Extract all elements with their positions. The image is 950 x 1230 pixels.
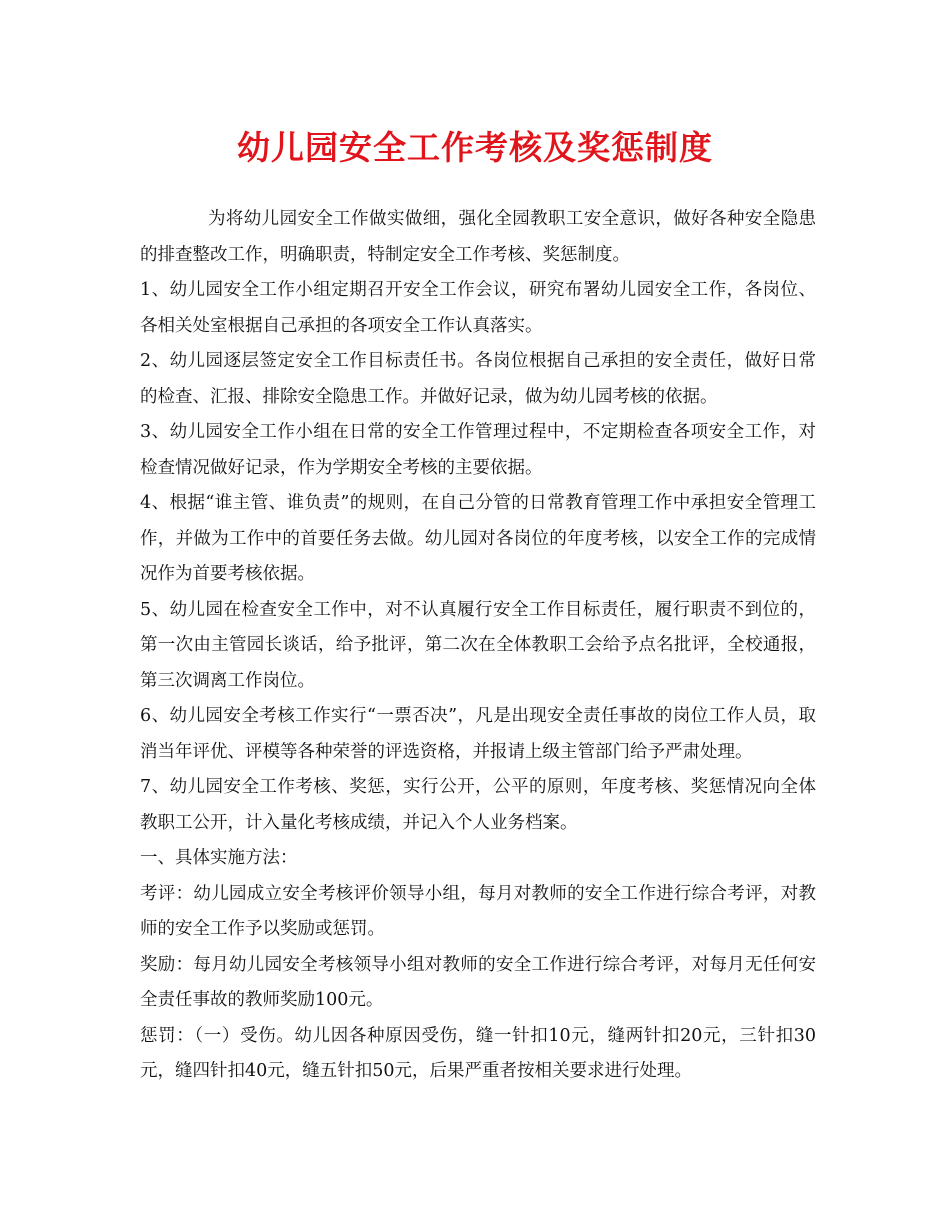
rule-1-paragraph: 1、幼儿园安全工作小组定期召开安全工作会议，研究布署幼儿园安全工作，各岗位、各相关处室根据自己承担的各项安全工作认真落实。 — [140, 280, 816, 336]
intro-paragraph: 为将幼儿园安全工作做实做细，强化全园教职工安全意识，做好各种安全隐患的排查整改工作，明确职责，特制定安全工作考核、奖惩制度。 — [140, 209, 816, 265]
rule-4-paragraph: 4、根据“谁主管、谁负责”的规则，在自己分管的日常教育管理工作中承担安全管理工作，并做为工作中的首要任务去做。幼儿园对各岗位的年度考核，以安全工作的完成情况作为首要考核依据。 — [140, 493, 816, 584]
document-body — [140, 202, 816, 1090]
penalty-paragraph: 惩罚：（一）受伤。幼儿因各种原因受伤，缝一针扣10元，缝两针扣20元，三针扣30元，缝四针扣40元，缝五针扣50元，后果严重者按相关要求进行处理。 — [140, 1025, 816, 1081]
rule-3-paragraph: 3、幼儿园安全工作小组在日常的安全工作管理过程中，不定期检查各项安全工作，对检查情况做好记录，作为学期安全考核的主要依据。 — [140, 422, 816, 478]
rule-6-paragraph: 6、幼儿园安全考核工作实行“一票否决”，凡是出现安全责任事故的岗位工作人员，取消当年评优、评模等各种荣誉的评选资格，并报请上级主管部门给予严肃处理。 — [140, 706, 816, 762]
section-heading: 一、具体实施方法： — [140, 848, 298, 868]
reward-paragraph: 奖励：每月幼儿园安全考核领导小组对教师的安全工作进行综合考评，对每月无任何安全责任事故的教师奖励100元。 — [140, 954, 816, 1010]
evaluation-paragraph: 考评：幼儿园成立安全考核评价领导小组，每月对教师的安全工作进行综合考评，对教师的安全工作予以奖励或惩罚。 — [140, 883, 816, 939]
rule-5-paragraph: 5、幼儿园在检查安全工作中，对不认真履行安全工作目标责任，履行职责不到位的，第一次由主管园长谈话，给予批评，第二次在全体教职工会给予点名批评，全校通报，第三次调离工作岗位。 — [140, 599, 816, 691]
document-title: 幼儿园安全工作考核及奖惩制度 — [237, 128, 713, 167]
rule-7-paragraph: 7、幼儿园安全工作考核、奖惩，实行公开，公平的原则，年度考核、奖惩情况向全体教职工公开，计入量化考核成绩，并记入个人业务档案。 — [140, 777, 816, 833]
rule-2-paragraph: 2、幼儿园逐层签定安全工作目标责任书。各岗位根据自己承担的安全责任，做好日常的检查、汇报、排除安全隐患工作。并做好记录，做为幼儿园考核的依据。 — [140, 351, 816, 407]
